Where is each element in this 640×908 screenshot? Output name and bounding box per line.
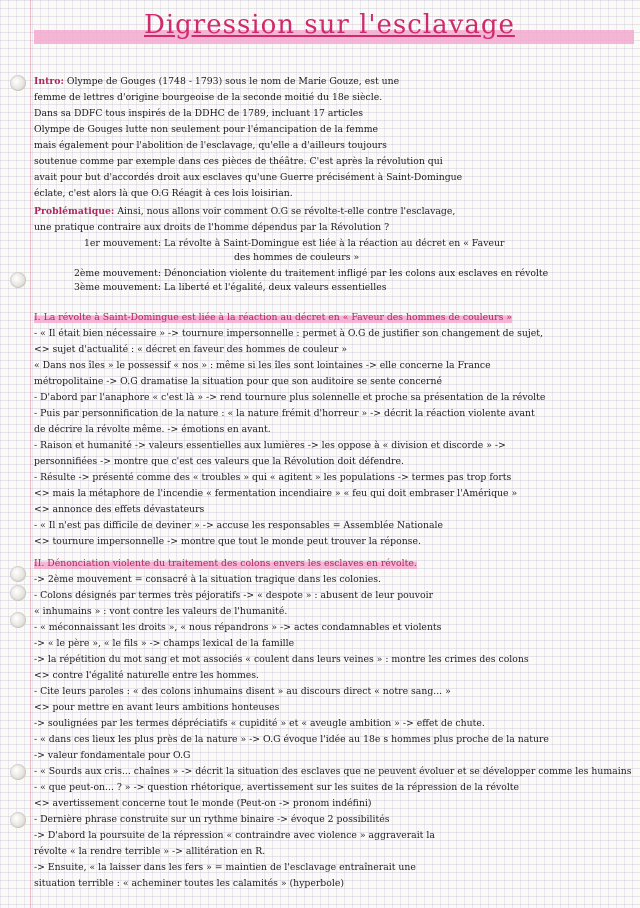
section-1-line: « Dans nos îles » le possessif « nos » : même si les îles sont lointaines -> elle concerne la France bbox=[34, 360, 491, 371]
intro-line: femme de lettres d'origine bourgeoise de la seconde moitié du 18e siècle. bbox=[34, 92, 383, 103]
page-title: Digression sur l'esclavage bbox=[144, 10, 515, 40]
section-2-line: - « dans ces lieux les plus près de la nature » -> O.G évoque l'idée au 18e s hommes plus proche de la nature bbox=[34, 734, 549, 745]
intro-line: avait pour but d'accordés droit aux esclaves qu'une Guerre précisément à Saint-Domingue bbox=[34, 172, 463, 183]
problematique-line bbox=[34, 206, 634, 217]
section-2-line: - « méconnaissant les droits », « nous répandrons » -> actes condamnables et violents bbox=[34, 622, 442, 633]
section-2-line: - Colons désignés par termes très péjoratifs -> « despote » : abusent de leur pouvoir bbox=[34, 590, 434, 601]
movement-1: 1er mouvement: La révolte à Saint-Domingue est liée à la réaction au décret en « Faveur bbox=[84, 238, 505, 249]
movement-3: 3ème mouvement: La liberté et l'égalité, deux valeurs essentielles bbox=[74, 282, 387, 293]
section-1-line: personnifiées -> montre que c'est ces valeurs que la Révolution doit défendre. bbox=[34, 456, 404, 467]
section-2-line: -> la répétition du mot sang et mot associés « coulent dans leurs veines » : montre les crimes des colons bbox=[34, 654, 529, 665]
section-2-line: -> 2ème mouvement = consacré à la situation tragique dans les colonies. bbox=[34, 574, 381, 585]
section-2-line: - « Sourds aux cris... chaînes » -> décrit la situation des esclaves que ne peuvent évoluer et se développer comme les humains bbox=[34, 766, 632, 777]
punch-hole bbox=[10, 812, 26, 828]
section-1-line: <> tournure impersonnelle -> montre que tout le monde peut trouver la réponse. bbox=[34, 536, 421, 547]
intro-line: mais également pour l'abolition de l'esclavage, qu'elle a d'ailleurs toujours bbox=[34, 140, 387, 151]
section-1-line: - Puis par personnification de la nature : « la nature frémit d'horreur » -> décrit la réaction violente avant bbox=[34, 408, 535, 419]
section-2-line: -> soulignées par les termes dépréciatifs « cupidité » et « aveugle ambition » -> effet de chute. bbox=[34, 718, 485, 729]
section-1-line: - Résulte -> présenté comme des « troubles » qui « agitent » les populations -> termes pas trop forts bbox=[34, 472, 512, 483]
punch-hole bbox=[10, 764, 26, 780]
section-2-heading: II. Dénonciation violente du traitement des colons envers les esclaves en révolte. bbox=[34, 558, 417, 569]
punch-hole bbox=[10, 272, 26, 288]
section-1-line: - « Il était bien nécessaire » -> tournure impersonnelle : permet à O.G de justifier son changement de sujet, bbox=[34, 328, 543, 339]
section-1-line: métropolitaine -> O.G dramatise la situation pour que son auditoire se sente concerné bbox=[34, 376, 442, 387]
punch-hole bbox=[10, 566, 26, 582]
section-1-line: - D'abord par l'anaphore « c'est là » -> rend tournure plus solennelle et proche sa présentation de la révolte bbox=[34, 392, 546, 403]
section-1-heading: I. La révolte à Saint-Domingue est liée à la réaction au décret en « Faveur des hommes de couleurs » bbox=[34, 312, 512, 323]
intro-label: Intro: bbox=[34, 76, 64, 87]
margin-line bbox=[30, 0, 31, 908]
section-1-line: <> sujet d'actualité : « décret en faveur des hommes de couleur » bbox=[34, 344, 348, 355]
section-1-line: - Raison et humanité -> valeurs essentielles aux lumières -> les oppose à « division et discorde » -> bbox=[34, 440, 506, 451]
intro-line bbox=[34, 76, 634, 87]
movement-1-cont: des hommes de couleurs » bbox=[234, 252, 360, 263]
intro-text: Olympe de Gouges (1748 - 1793) sous le nom de Marie Gouze, est une bbox=[66, 76, 400, 87]
intro-line: Dans sa DDFC tous inspirés de la DDHC de 1789, incluant 17 articles bbox=[34, 108, 364, 119]
intro-line: soutenue comme par exemple dans ces pièces de théâtre. C'est après la révolution qui bbox=[34, 156, 443, 167]
section-2-line: - « que peut-on... ? » -> question rhétorique, avertissement sur les suites de la répression de la révolte bbox=[34, 782, 520, 793]
title-block bbox=[34, 8, 634, 52]
section-2-line: -> D'abord la poursuite de la répression « contraindre avec violence » aggraverait la bbox=[34, 830, 435, 841]
punch-hole bbox=[10, 75, 26, 91]
section-2-line: -> valeur fondamentale pour O.G bbox=[34, 750, 191, 761]
problematique-label: Problématique: bbox=[34, 206, 115, 217]
section-2-line: <> avertissement concerne tout le monde (Peut-on -> pronom indéfini) bbox=[34, 798, 372, 809]
section-1-line: de décrire la révolte même. -> émotions en avant. bbox=[34, 424, 271, 435]
section-2-line: - Dernière phrase construite sur un rythme binaire -> évoque 2 possibilités bbox=[34, 814, 390, 825]
intro-line: éclate, c'est alors là que O.G Réagit à ces lois loisirian. bbox=[34, 188, 293, 199]
movement-2: 2ème mouvement: Dénonciation violente du traitement infligé par les colons aux esclaves en révolte bbox=[74, 268, 549, 279]
section-2-line: révolte « la rendre terrible » -> allitération en R. bbox=[34, 846, 266, 857]
punch-hole bbox=[10, 612, 26, 628]
problematique-line: une pratique contraire aux droits de l'homme dépendus par la Révolution ? bbox=[34, 222, 390, 233]
section-1-line: <> mais la métaphore de l'incendie « fermentation incendiaire » « feu qui doit embraser l'Amérique » bbox=[34, 488, 518, 499]
problematique-text: Ainsi, nous allons voir comment O.G se révolte-t-elle contre l'esclavage, bbox=[117, 206, 456, 217]
punch-hole bbox=[10, 585, 26, 601]
section-2-line: -> « le père », « le fils » -> champs lexical de la famille bbox=[34, 638, 295, 649]
section-2-line: <> contre l'égalité naturelle entre les hommes. bbox=[34, 670, 260, 681]
intro-line: Olympe de Gouges lutte non seulement pour l'émancipation de la femme bbox=[34, 124, 379, 135]
section-2-line: <> pour mettre en avant leurs ambitions honteuses bbox=[34, 702, 280, 713]
section-2-line: -> Ensuite, « la laisser dans les fers » = maintien de l'esclavage entraînerait une bbox=[34, 862, 416, 873]
section-2-line: situation terrible : « acheminer toutes les calamités » (hyperbole) bbox=[34, 878, 344, 889]
section-2-line: - Cite leurs paroles : « des colons inhumains disent » au discours direct « notre sang... » bbox=[34, 686, 451, 697]
section-2-line: « inhumains » : vont contre les valeurs de l'humanité. bbox=[34, 606, 288, 617]
section-1-line: - « Il n'est pas difficile de deviner » -> accuse les responsables = Assemblée Nationale bbox=[34, 520, 443, 531]
section-1-line: <> annonce des effets dévastateurs bbox=[34, 504, 205, 515]
